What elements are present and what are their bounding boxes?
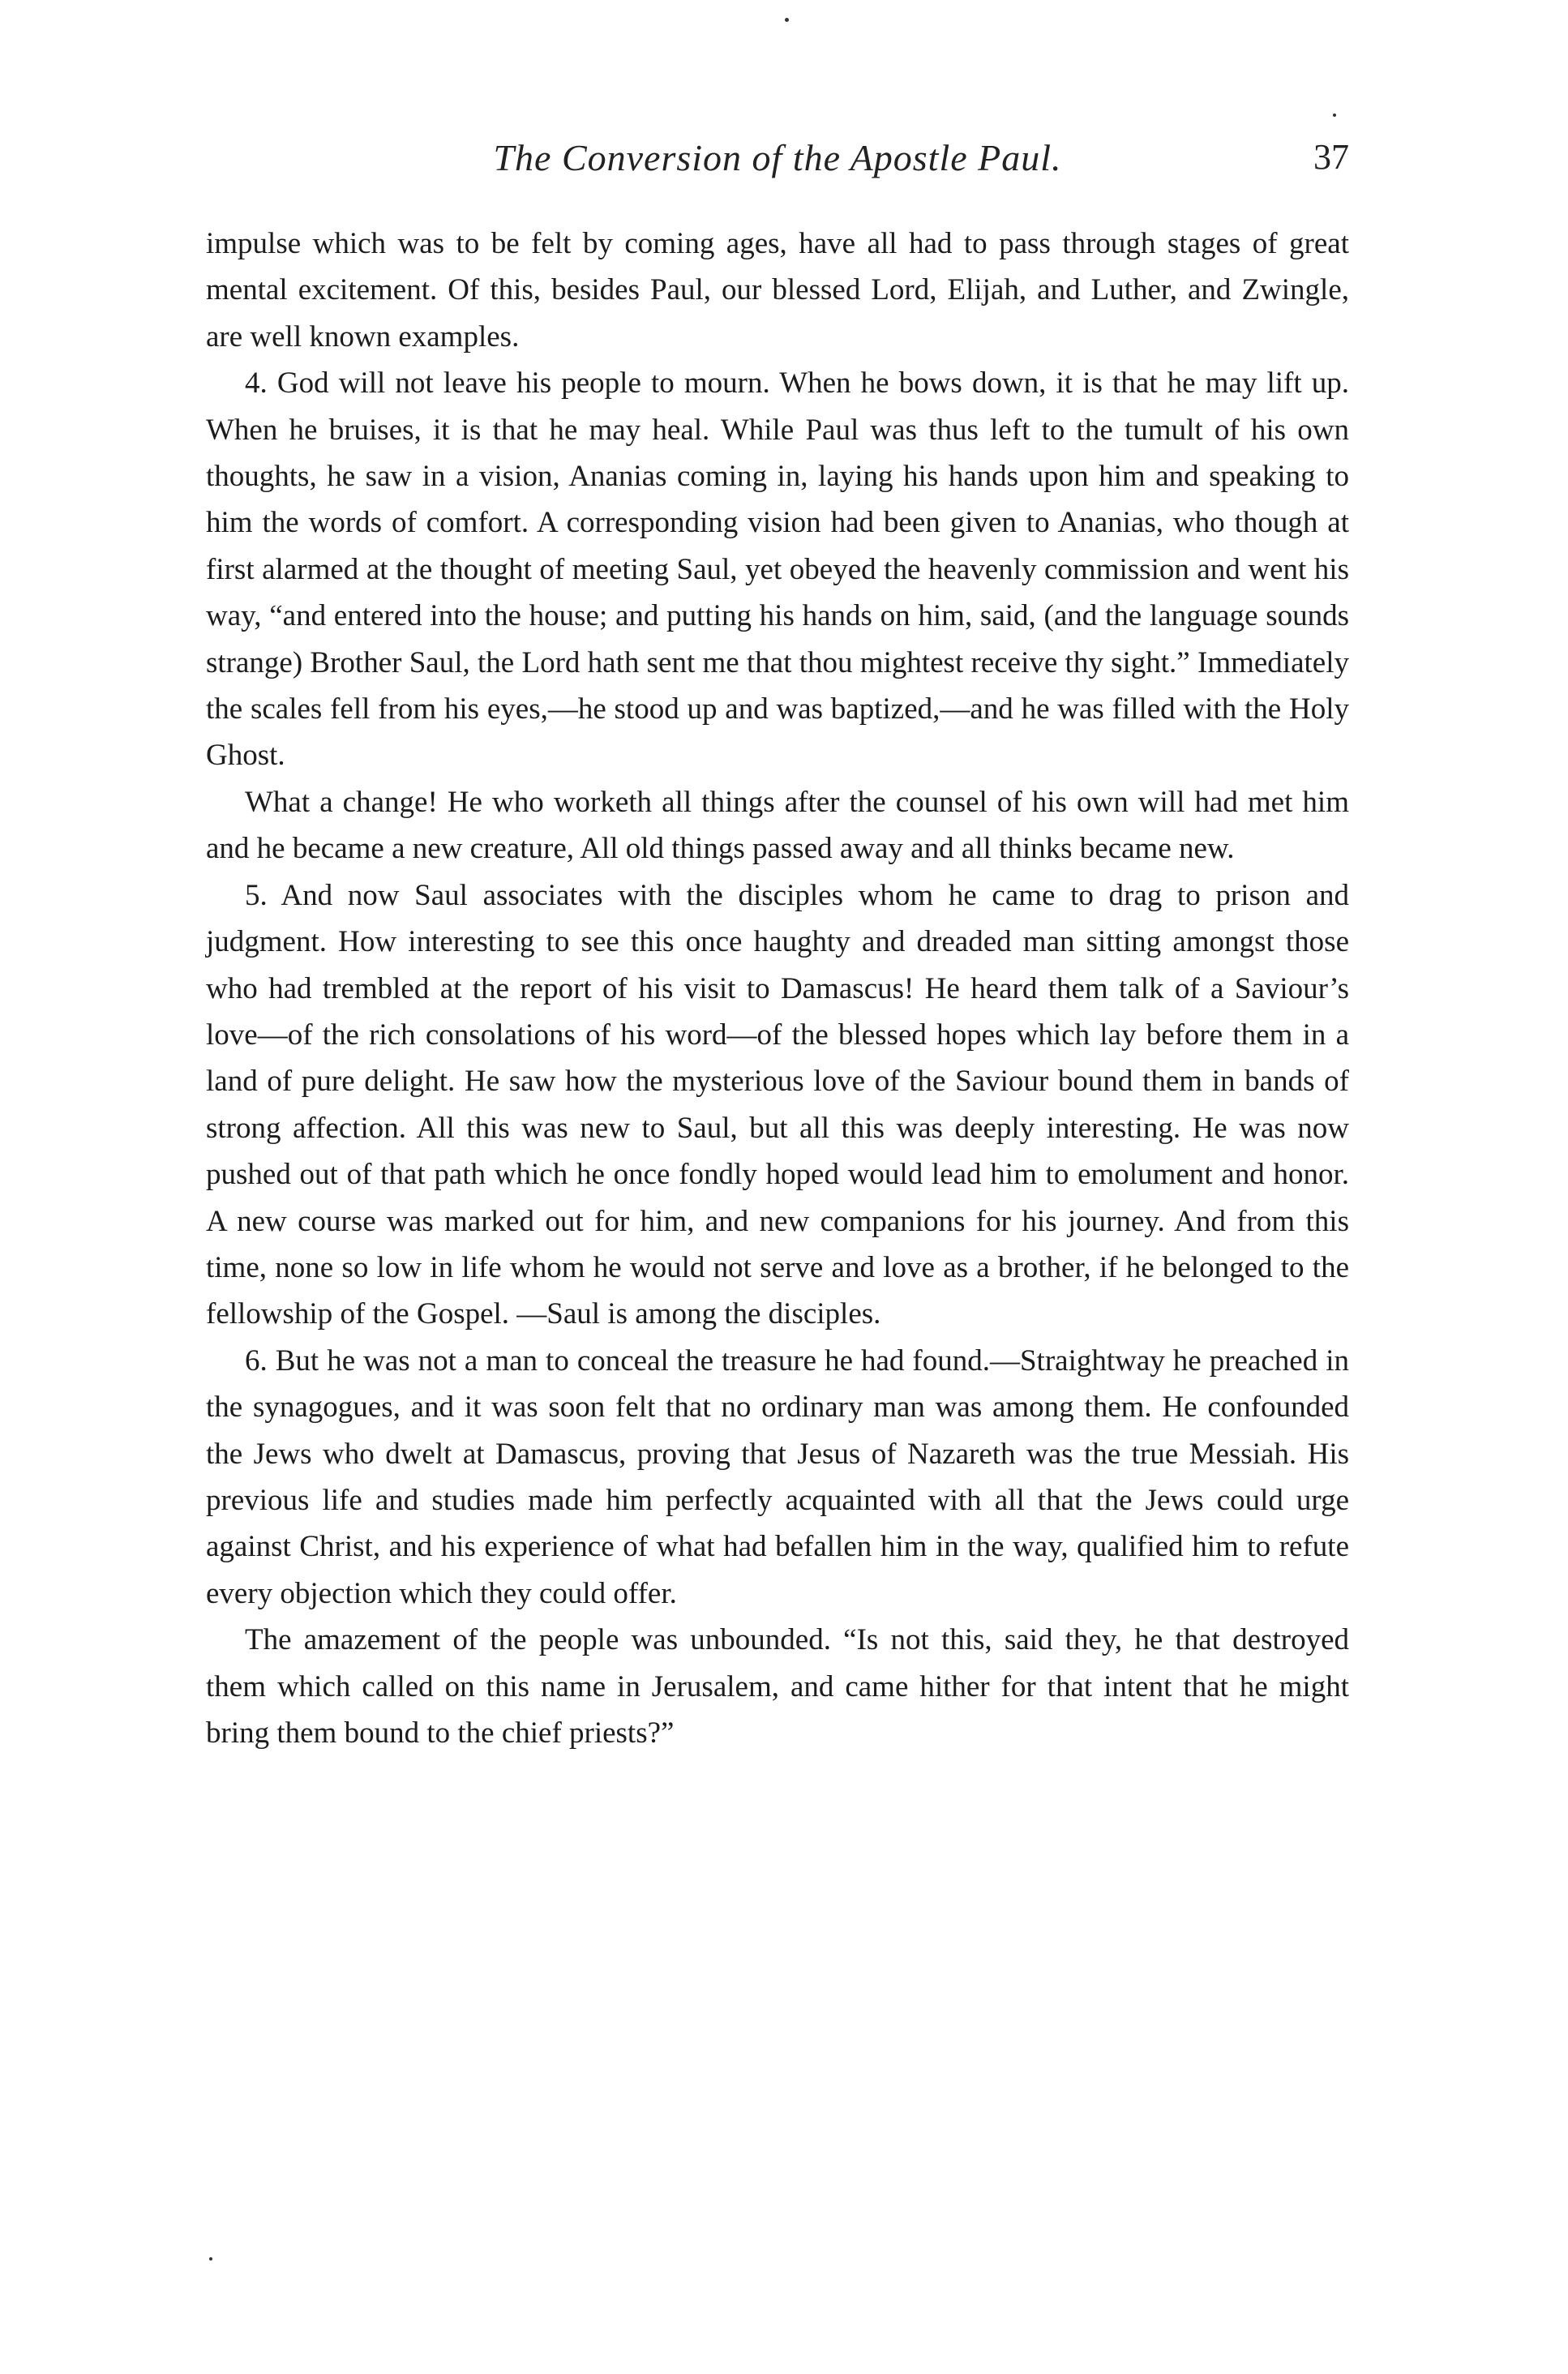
paragraph: impulse which was to be felt by coming ages, have all had to pass through stages of great mental excitement. Of this, besides Paul, our blessed Lord, Elijah, and Luther, and Zwingle, are well known examples. [206, 227, 1349, 354]
ink-speck [785, 18, 789, 22]
ink-speck [1333, 114, 1336, 117]
ink-speck [209, 2257, 212, 2260]
running-title: The Conversion of the Apostle Paul. [493, 137, 1062, 178]
running-head [206, 136, 1349, 193]
body-text [206, 221, 1349, 1756]
paragraph: The amazement of the people was unbounded. “Is not this, said they, he that destroyed them which called on this name in Jerusalem, and came hither for that intent that he might bring them bound to the chief priests?” [206, 1623, 1349, 1750]
page-number: 37 [1313, 137, 1349, 177]
paragraph: 4. God will not leave his people to mourn. When he bows down, it is that he may lift up. When he bruises, it is that he may heal. While Paul was thus left to the tumult of his own thoughts, he saw in a vision, Ananias coming in, laying his hands upon him and speaking to him the words of comfort. A corresponding vision had been given to Ananias, who though at first alarmed at the thought of meeting Saul, yet obeyed the heavenly commission and went his way, “and entered into the house; and putting his hands on him, said, (and the language sounds strange) Brother Saul, the Lord hath sent me that thou mightest receive thy sight.” Immediately the scales fell from his eyes,—he stood up and was baptized,—and he was filled with the Holy Ghost. [206, 366, 1349, 773]
paragraph: What a change! He who worketh all things after the counsel of his own will had met him and he became a new creature, All old things passed away and all thinks became new. [206, 785, 1349, 866]
paragraph: 5. And now Saul associates with the disciples whom he came to drag to prison and judgment. How interesting to see this once haughty and dreaded man sitting amongst those who had trembled at the report of his visit to Damascus! He heard them talk of a Saviour’s love—of the rich consolations of his word—of the blessed hopes which lay before them in a land of pure delight. He saw how the mysterious love of the Saviour bound them in bands of strong affection. All this was new to Saul, but all this was deeply interesting. He was now pushed out of that path which he once fondly hoped would lead him to emolument and honor. A new course was marked out for him, and new companions for his journey. And from this time, none so low in life whom he would not serve and love as a brother, if he belonged to the fellowship of the Gospel. —Saul is among the disciples. [206, 878, 1349, 1331]
paragraph: 6. But he was not a man to conceal the treasure he had found.—Straightway he preached in the synagogues, and it was soon felt that no ordinary man was among them. He confounded the Jews who dwelt at Damascus, proving that Jesus of Nazareth was the true Messiah. His previous life and studies made him perfectly acquainted with all that the Jews could urge against Christ, and his experience of what had befallen him in the way, qualified him to refute every objection which they could offer. [206, 1343, 1349, 1610]
